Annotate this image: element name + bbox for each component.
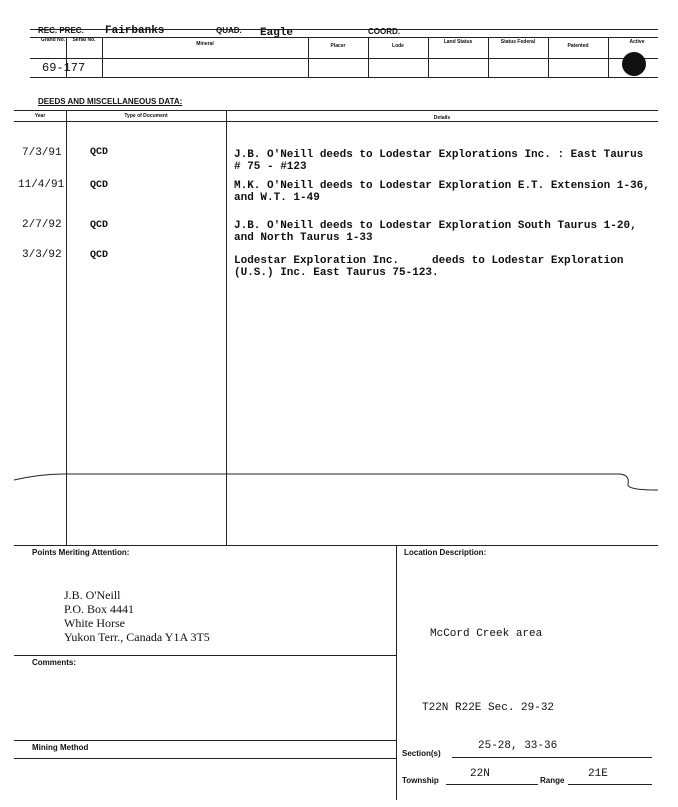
township-value: 22N	[470, 768, 490, 780]
row-year: 11/4/91	[18, 179, 65, 191]
range-label: Range	[540, 776, 565, 785]
location-area: McCord Creek area	[430, 628, 543, 640]
col-divider	[608, 37, 609, 77]
row-year: 7/3/91	[22, 147, 62, 159]
deeds-title: DEEDS AND MISCELLANEOUS DATA:	[38, 97, 183, 106]
patented-header: Patented	[567, 43, 589, 49]
location-label: Location Description:	[404, 548, 487, 557]
sections-value: 25-28, 33-36	[478, 740, 558, 752]
location-trs: T22N R22E Sec. 29-32	[422, 702, 555, 714]
range-value: 21E	[588, 768, 608, 780]
header-bottom-rule	[30, 77, 658, 78]
range-underline	[568, 784, 652, 785]
type-header: Type of Document	[124, 113, 168, 119]
row-detail-line2: # 75 - #123	[234, 161, 307, 173]
row-detail-line1: Lodestar Exploration Inc. deeds to Lodestar Exploration	[234, 255, 624, 267]
col-divider	[548, 37, 549, 77]
grand-no-header: Grand No.	[40, 37, 66, 43]
sections-label: Section(s)	[402, 749, 441, 758]
bottom-vertical-divider	[396, 545, 397, 800]
rec-prec-value: Fairbanks	[105, 25, 165, 37]
placer-header: Placer	[330, 43, 346, 49]
points-address	[64, 588, 210, 644]
page-fold-curve	[0, 462, 678, 502]
address-line: J.B. O'Neill	[64, 588, 121, 602]
mining-method-label: Mining Method	[32, 743, 89, 752]
row-detail-line1: J.B. O'Neill deeds to Lodestar Explorations Inc. : East Taurus	[234, 149, 644, 161]
status-federal-header: Status Federal	[500, 39, 536, 45]
mining-bottom-rule	[14, 758, 396, 759]
mineral-header: Mineral	[196, 41, 214, 47]
col-divider	[488, 37, 489, 77]
mining-top-rule	[14, 740, 396, 741]
comments-top-rule	[14, 655, 396, 656]
header-rule-2	[30, 37, 658, 38]
row-detail-line1: J.B. O'Neill deeds to Lodestar Exploration South Taurus 1-20,	[234, 220, 637, 232]
row-detail-line2: and North Taurus 1-33	[234, 232, 373, 244]
row-year: 3/3/92	[22, 249, 62, 261]
sections-underline	[452, 757, 652, 758]
township-label: Township	[402, 776, 439, 785]
year-header: Year	[34, 113, 46, 119]
land-status-header: Land Status	[443, 39, 473, 45]
row-year: 2/7/92	[22, 219, 62, 231]
address-line: Yukon Terr., Canada Y1A 3T5	[64, 630, 210, 644]
lode-header: Lode	[392, 43, 404, 49]
row-detail-line2: (U.S.) Inc. East Taurus 75-123.	[234, 267, 439, 279]
township-underline	[446, 784, 538, 785]
comments-label: Comments:	[32, 658, 77, 667]
address-line: White Horse	[64, 616, 125, 630]
col-divider	[308, 37, 309, 77]
coord-label: COORD.	[368, 27, 400, 36]
deeds-header-top	[14, 110, 658, 111]
address-line: P.O. Box 4441	[64, 602, 135, 616]
active-marker-dot	[622, 52, 646, 76]
col-divider	[368, 37, 369, 77]
row-type: QCD	[90, 147, 109, 158]
deeds-bottom-rule	[14, 545, 658, 546]
quad-label: QUAD.	[216, 26, 242, 35]
col-divider	[428, 37, 429, 77]
row-type: QCD	[90, 220, 109, 231]
active-header: Active	[629, 39, 645, 45]
rec-prec-label: REC. PREC.	[38, 26, 84, 35]
grand-no-value: 69-177	[42, 61, 86, 75]
row-type: QCD	[90, 250, 109, 261]
serial-no-header: Serial No.	[72, 37, 96, 43]
quad-value: Eagle	[260, 27, 294, 39]
row-detail-line2: and W.T. 1-49	[234, 192, 320, 204]
row-detail-line1: M.K. O'Neill deeds to Lodestar Exploration E.T. Extension 1-36,	[234, 180, 650, 192]
row-type: QCD	[90, 180, 109, 191]
deeds-header-bottom	[14, 121, 658, 122]
points-label: Points Meriting Attention:	[32, 548, 130, 557]
header-rule-3	[30, 58, 658, 59]
details-header: Details	[433, 115, 451, 121]
